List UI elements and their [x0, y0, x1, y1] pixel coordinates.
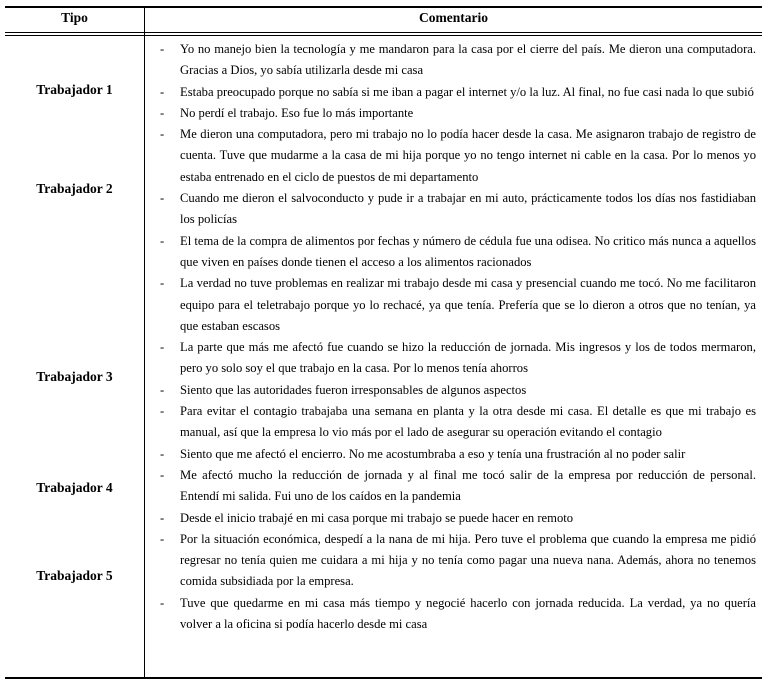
comment-text: Me dieron una computadora, pero mi trabajo no lo podía hacer desde la casa. Me asignaron trabajo de registro de cuenta. Tuve que mudarme a la casa de mi hija porque yo no tengo internet ni cable en la casa. Por lo menos yo estaba entrenado en el ciclo de puestos de mi departamento: [180, 127, 756, 184]
comment-text: Estaba preocupado porque no sabía si me iban a pagar el internet y/o la luz. Al final, no fue casi nada lo que subió: [180, 84, 754, 99]
worker-label-4: Trabajador 4: [36, 480, 113, 495]
comment-text: Tuve que quedarme en mi casa más tiempo y negocié hacerlo con jornada reducida. La verdad, ya no quería volver a la oficina si podía hacerlo desde mi casa: [180, 595, 756, 632]
table-top-rule: [5, 6, 762, 8]
comment-text: El tema de la compra de alimentos por fechas y número de cédula fue una odisea. No critico más nunca a aquellos que viven en países donde tienen el acceso a los alimentos racionados: [180, 233, 756, 269]
bullet-dash: -: [160, 191, 165, 206]
comment-item: [160, 444, 756, 465]
bullet-dash: -: [160, 105, 165, 120]
header-rule-double: [5, 35, 762, 36]
comment-text: Cuando me dieron el salvoconducto y pude ir a trabajar en mi auto, prácticamente todos los días nos fastidiaban los policías: [180, 191, 756, 227]
bullet-dash: -: [160, 446, 165, 461]
comment-text: Por la situación económica, despedí a la nana de mi hija. Pero tuve el problema que cuando la empresa me pidió regresar no tenía quien me cuidara a mi hija y no tenía como pagar una nueva nana. Además, ahora no tenemos comida subsidiada por la empresa.: [180, 531, 756, 589]
comment-text: Desde el inicio trabajé en mi casa porque mi trabajo se puede hacer en remoto: [180, 510, 574, 525]
header-rule: [5, 32, 762, 33]
bullet-dash: -: [160, 84, 165, 99]
bullet-dash: -: [160, 404, 165, 419]
comment-item: [160, 188, 756, 231]
comment-item: [160, 401, 756, 444]
comment-item: [160, 337, 756, 380]
comment-text: Yo no manejo bien la tecnología y me mandaron para la casa por el cierre del país. Me dieron una computadora. Gracias a Dios, yo sabía utilizarla desde mi casa: [180, 42, 756, 78]
comment-item: [160, 593, 756, 636]
bullet-dash: -: [160, 382, 165, 397]
comment-item: [160, 465, 756, 508]
worker-label-2: Trabajador 2: [36, 181, 113, 196]
worker-label-1: Trabajador 1: [36, 82, 113, 97]
bullet-dash: -: [160, 340, 165, 355]
bullet-dash: -: [160, 127, 165, 142]
comment-item: [160, 273, 756, 337]
bullet-dash: -: [160, 467, 165, 482]
bullet-dash: -: [160, 276, 165, 291]
comment-text: Me afectó mucho la reducción de jornada y al final me tocó salir de la empresa por reducción de personal. Entendí mi salida. Fui uno de los caídos en la pandemia: [180, 467, 756, 504]
comment-item: [160, 529, 756, 593]
bullet-dash: -: [160, 233, 165, 248]
bullet-dash: -: [160, 531, 165, 546]
comments-column: [160, 39, 756, 635]
comment-text: Para evitar el contagio trabajaba una semana en planta y la otra desde mi casa. El detalle es que mi trabajo es manual, así que la empresa lo vio más por el lado de asegurar su operación evitando el contagio: [180, 404, 756, 440]
bullet-dash: -: [160, 595, 165, 610]
worker-label-3: Trabajador 3: [36, 369, 113, 384]
comment-text: No perdí el trabajo. Eso fue lo más importante: [180, 105, 414, 120]
bullet-dash: -: [160, 42, 165, 56]
comment-item: [160, 39, 756, 82]
header-tipo: Tipo: [61, 10, 88, 25]
comment-text: La verdad no tuve problemas en realizar mi trabajo desde mi casa y presencial cuando me tocó. No me facilitaron equipo para el teletrabajo porque yo lo rechacé, ya que tenía. Prefería que se lo dieron a otros que no tenían, ya que estaban escasos: [180, 276, 756, 333]
comment-text: Siento que me afectó el encierro. No me acostumbraba a eso y tenía una frustración al no poder salir: [180, 446, 686, 461]
comment-item: [160, 82, 756, 103]
comment-text: La parte que más me afectó fue cuando se hizo la reducción de jornada. Mis ingresos y los de todos mermaron, pero yo solo soy el que trabajo en la casa. Por lo menos tenía ahorros: [180, 340, 756, 376]
table-bottom-rule: [5, 677, 762, 679]
bullet-dash: -: [160, 510, 165, 525]
comment-text: Siento que las autoridades fueron irresponsables de algunos aspectos: [180, 382, 527, 397]
comment-item: [160, 103, 756, 124]
header-comentario: Comentario: [419, 10, 488, 25]
comment-item: [160, 231, 756, 274]
column-divider: [144, 8, 145, 677]
comment-item: [160, 380, 756, 401]
comment-item: [160, 508, 756, 529]
comment-item: [160, 124, 756, 188]
worker-label-5: Trabajador 5: [36, 568, 113, 583]
